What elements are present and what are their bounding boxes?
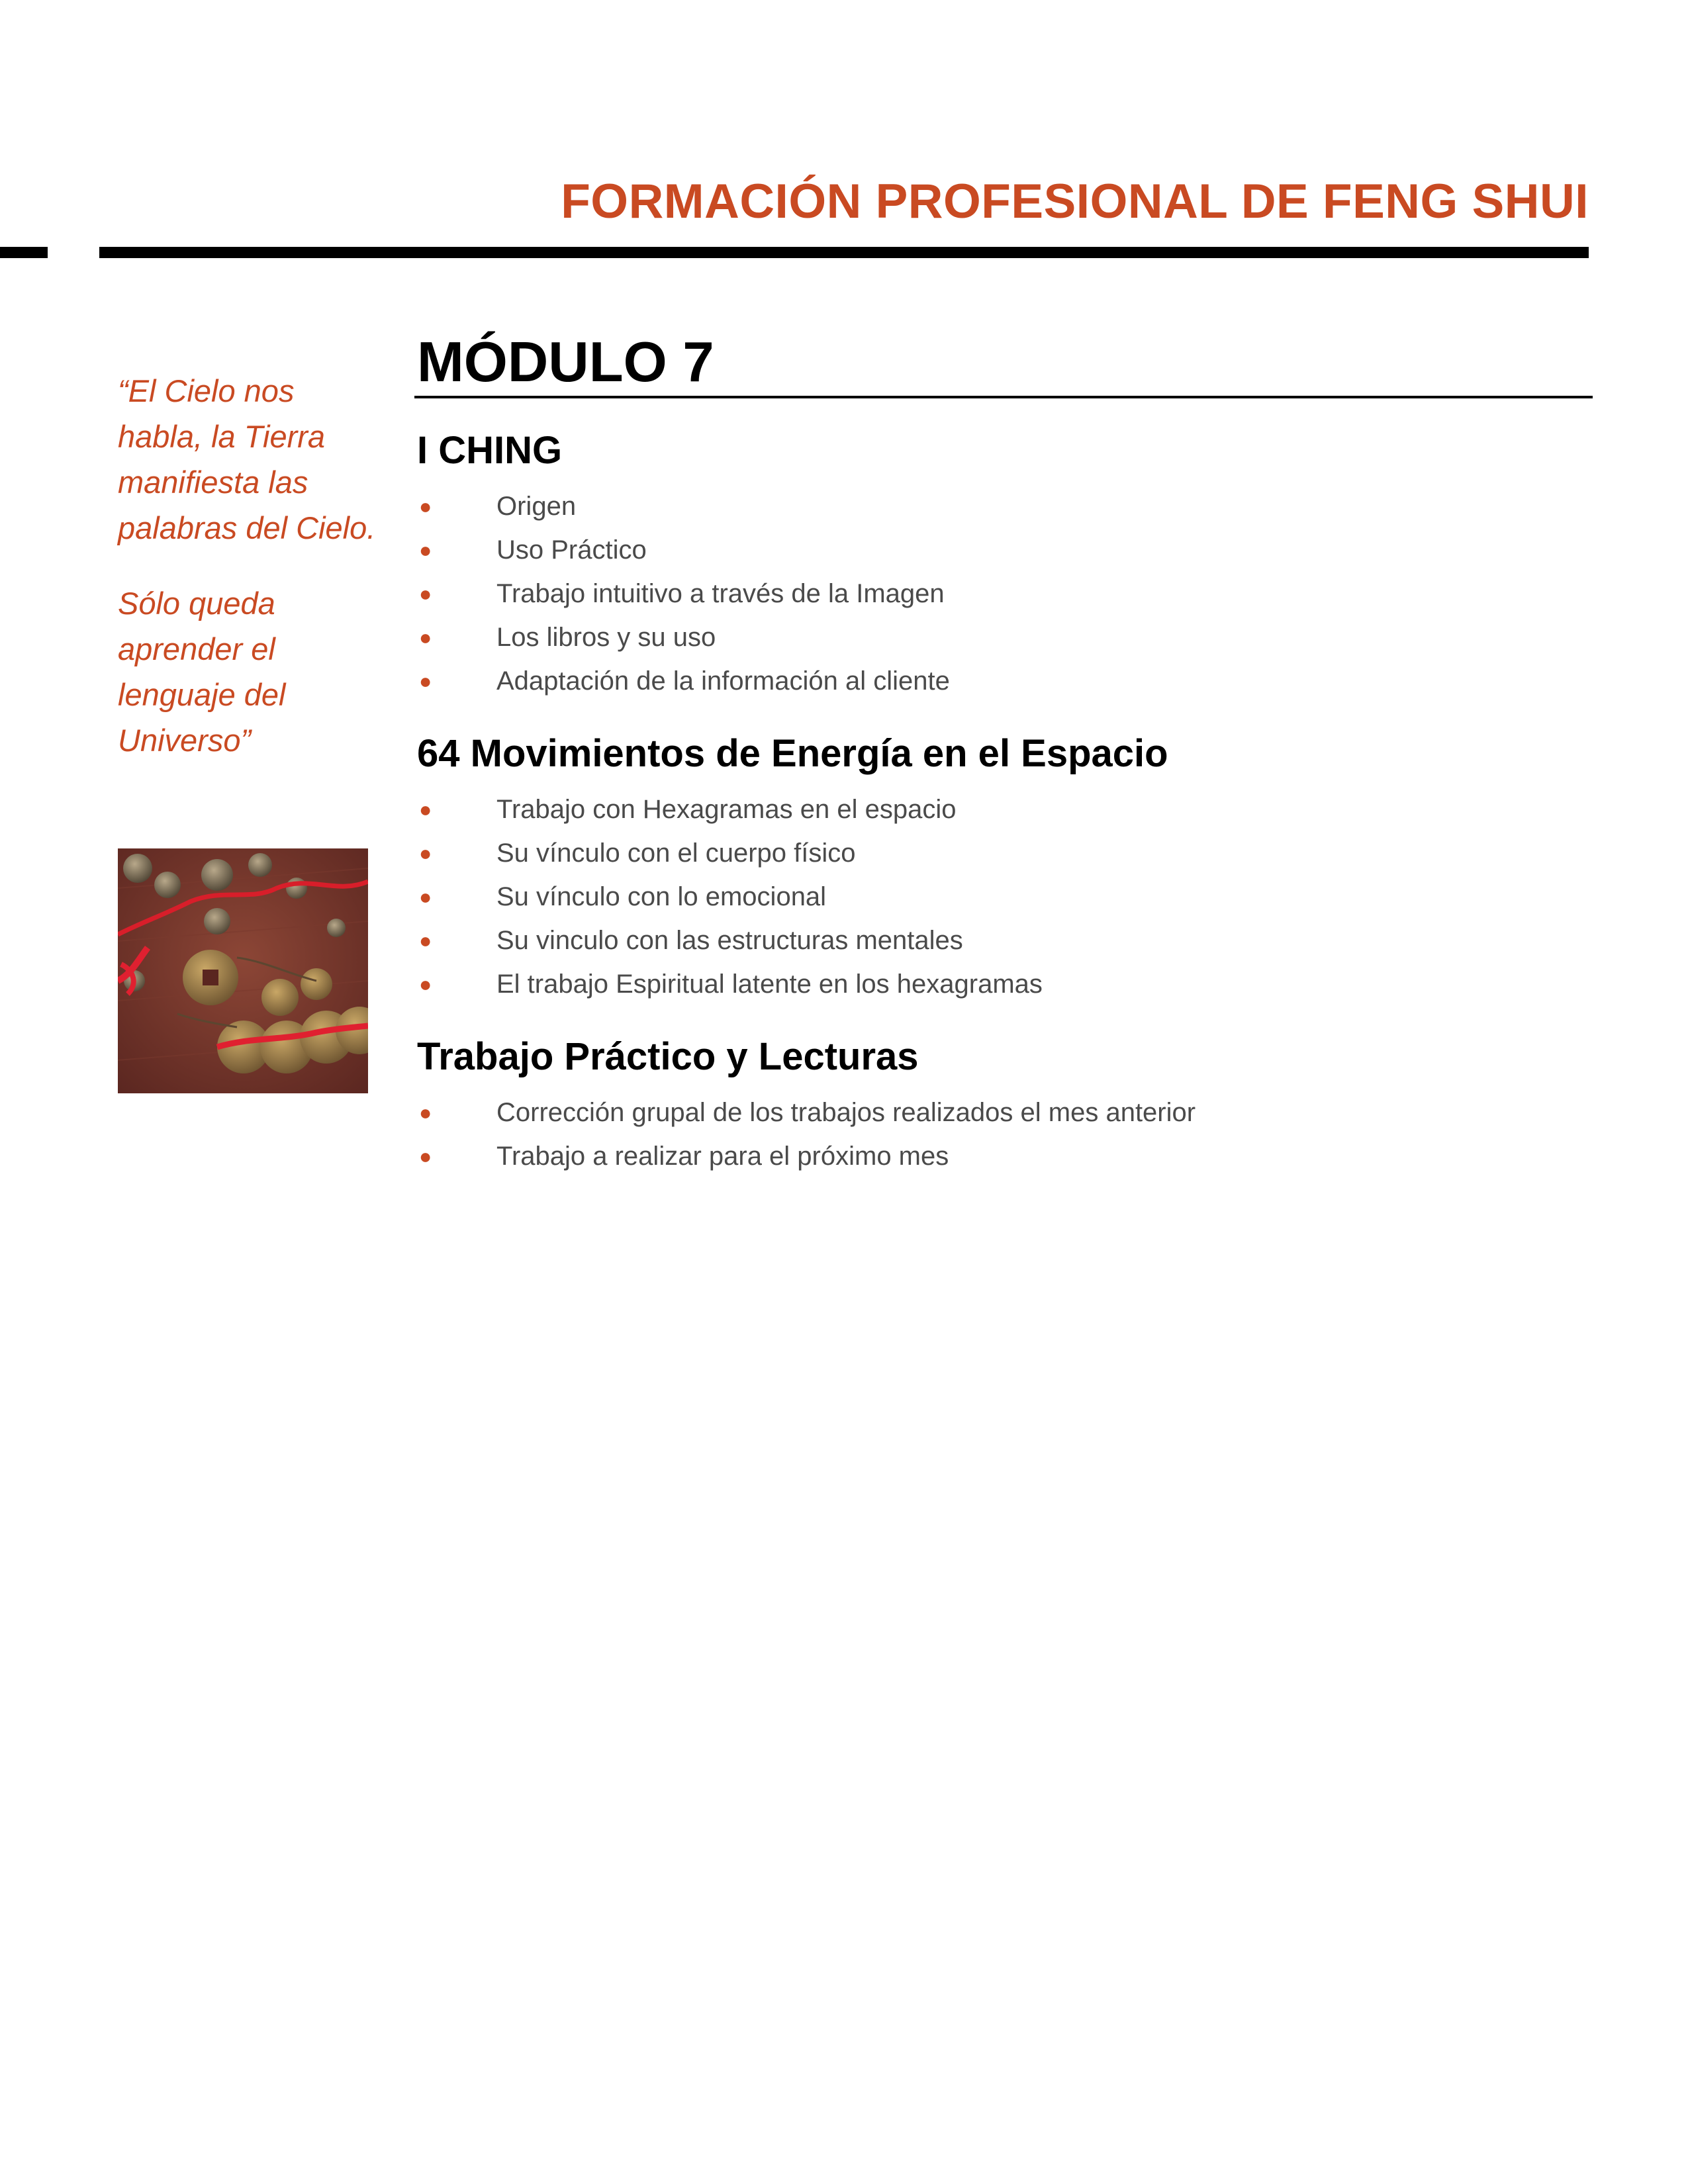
list-item [417, 572, 1595, 615]
section-title-trabajo-practico: Trabajo Práctico y Lecturas [417, 1035, 919, 1078]
list-item [417, 919, 1595, 962]
header-title: FORMACIÓN PROFESIONAL DE FENG SHUI [561, 175, 1589, 228]
list-item-text: Uso Práctico [496, 535, 647, 565]
list-item-text: Trabajo con Hexagramas en el espacio [496, 795, 957, 824]
list-item [417, 659, 1595, 703]
list-item [417, 1091, 1595, 1134]
list-item [417, 788, 1595, 831]
bullet-icon: ● [419, 625, 432, 649]
bullet-icon: ● [419, 1101, 432, 1124]
bullet-icon: ● [419, 669, 432, 693]
quote-part-1: “El Cielo nos habla, la Tierra manifiesta las palabras del Cielo. [118, 373, 376, 545]
section-title-movimientos: 64 Movimientos de Energía en el Espacio [417, 732, 1168, 775]
module-content [417, 331, 1595, 1178]
list-item-text: Su vínculo con lo emocional [496, 882, 827, 911]
bullet-icon: ● [419, 929, 432, 952]
list-item-text: Los libros y su uso [496, 623, 716, 652]
list-item-text: Trabajo intuitivo a través de la Imagen [496, 579, 945, 608]
bullet-icon: ● [419, 582, 432, 606]
header-rule-short [0, 247, 48, 258]
bullet-icon: ● [419, 841, 432, 865]
section-list-i-ching [417, 484, 1595, 703]
list-item-text: Trabajo a realizar para el próximo mes [496, 1142, 949, 1171]
list-item-text: El trabajo Espiritual latente en los hexagramas [496, 970, 1043, 999]
bullet-icon: ● [419, 1144, 432, 1168]
bullet-icon: ● [419, 972, 432, 996]
section-list-movimientos [417, 788, 1595, 1006]
list-item-text: Origen [496, 492, 577, 521]
bullet-icon: ● [419, 885, 432, 909]
list-item [417, 962, 1595, 1006]
list-item [417, 1134, 1595, 1178]
list-item [417, 831, 1595, 875]
sidebar-quote [118, 368, 383, 793]
bullet-icon: ● [419, 797, 432, 821]
list-item [417, 528, 1595, 572]
chinese-coins-photo [118, 848, 368, 1093]
quote-part-2: Sólo queda aprender el lenguaje del Universo” [118, 586, 286, 758]
module-title-rule [414, 396, 1593, 398]
module-title: MÓDULO 7 [417, 331, 714, 394]
list-item [417, 615, 1595, 659]
section-title-i-ching: I CHING [417, 429, 563, 472]
list-item-text: Su vínculo con el cuerpo físico [496, 839, 856, 868]
list-item [417, 484, 1595, 528]
bullet-icon: ● [419, 494, 432, 518]
section-list-trabajo-practico [417, 1091, 1595, 1178]
bullet-icon: ● [419, 538, 432, 562]
list-item-text: Adaptación de la información al cliente [496, 666, 950, 696]
list-item-text: Su vinculo con las estructuras mentales [496, 926, 963, 955]
list-item [417, 875, 1595, 919]
header-rule-long [99, 247, 1589, 258]
list-item-text: Corrección grupal de los trabajos realizados el mes anterior [496, 1098, 1196, 1127]
